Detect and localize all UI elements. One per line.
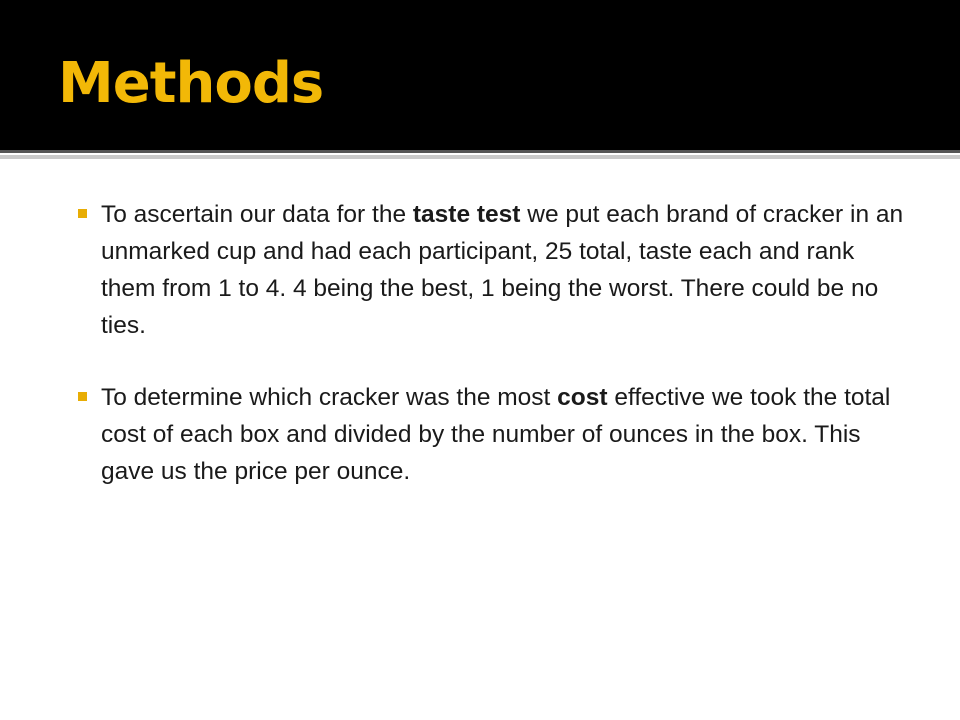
bullet-item-taste-test (86, 196, 906, 344)
bullet-text (101, 201, 903, 339)
bullet-text-bold: cost (557, 384, 608, 411)
bullet-item-cost (86, 379, 906, 490)
slide-body (86, 196, 906, 490)
bullet-text-after: effective we took the total cost of each box and divided by the number of ounces in the box. This gave us the price per ounce. (101, 384, 891, 485)
bullet-text-before: To determine which cracker was the most (101, 384, 558, 411)
title-divider-light (0, 155, 960, 159)
bullet-text-bold: taste test (412, 201, 521, 228)
bullet-text-before: To ascertain our data for the (101, 201, 413, 228)
title-divider-dark (0, 150, 960, 153)
square-bullet-icon (78, 392, 87, 401)
square-bullet-icon (78, 209, 87, 218)
title-bar (0, 0, 960, 150)
bullet-text (101, 384, 890, 485)
bullet-text-after: we put each brand of cracker in an unmarked cup and had each participant, 25 total, taste each and rank them from 1 to 4. 4 being the best, 1 being the worst. There could be no ties. (101, 201, 904, 339)
slide-title: Methods (58, 51, 324, 116)
